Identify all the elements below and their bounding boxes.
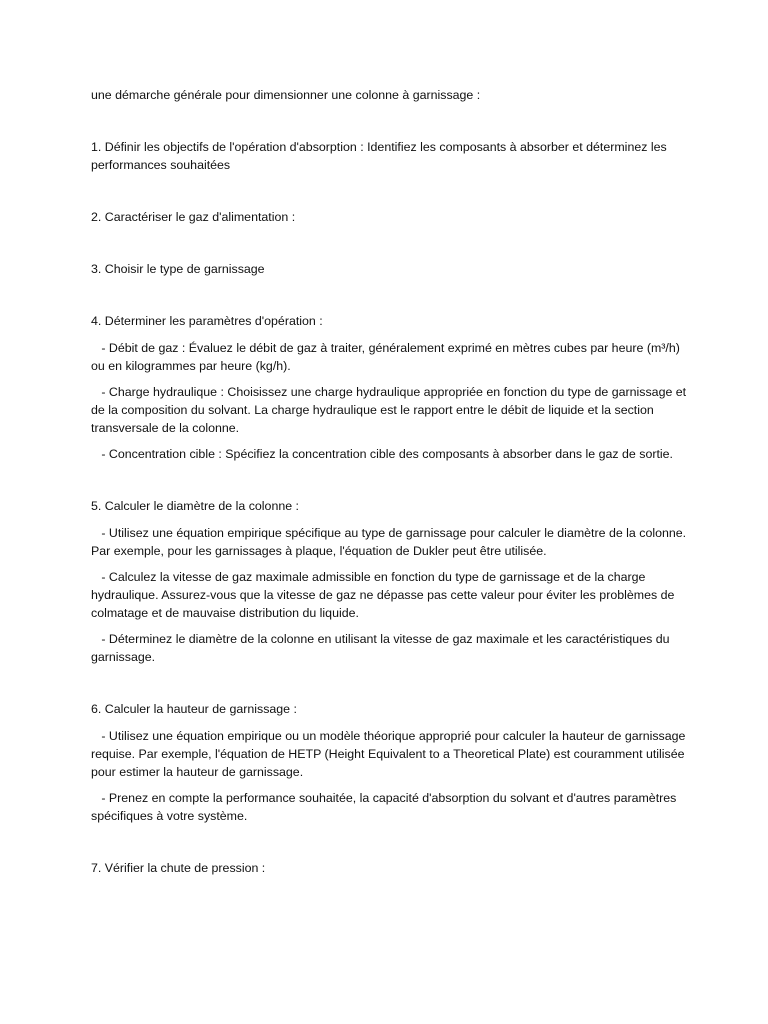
step-4	[91, 312, 691, 463]
step-6	[91, 700, 691, 825]
step-7	[91, 859, 691, 877]
step-item: - Concentration cible : Spécifiez la concentration cible des composants à absorber dans le gaz de sortie.	[91, 447, 673, 461]
intro-text: une démarche générale pour dimensionner une colonne à garnissage :	[91, 88, 481, 102]
step-title: 5. Calculer le diamètre de la colonne :	[91, 499, 300, 513]
step-5	[91, 497, 691, 666]
step-item: - Charge hydraulique : Choisissez une charge hydraulique appropriée en fonction du type de garnissage et de la composition du solvant. La charge hydraulique est le rapport entre le débit de liquide et la section transversale de la colonne.	[91, 385, 687, 435]
step-item: - Débit de gaz : Évaluez le débit de gaz à traiter, généralement exprimé en mètres cubes par heure (m³/h) ou en kilogrammes par heure (kg/h).	[91, 341, 680, 373]
step-item: - Utilisez une équation empirique spécifique au type de garnissage pour calculer le diamètre de la colonne. Par exemple, pour les garnissages à plaque, l'équation de Dukler peut être utilisée.	[91, 526, 687, 558]
step-title: 4. Déterminer les paramètres d'opération :	[91, 314, 323, 328]
step-title: 3. Choisir le type de garnissage	[91, 262, 265, 276]
step-item: - Déterminez le diamètre de la colonne en utilisant la vitesse de gaz maximale et les caractéristiques du garnissage.	[91, 632, 670, 664]
step-item: - Calculez la vitesse de gaz maximale admissible en fonction du type de garnissage et de la charge hydraulique. Assurez-vous que la vitesse de gaz ne dépasse pas cette valeur pour éviter les problèmes de colmatage et de mauvaise distribution du liquide.	[91, 570, 675, 620]
step-3	[91, 260, 691, 278]
document-page	[91, 86, 691, 911]
step-title: 6. Calculer la hauteur de garnissage :	[91, 702, 297, 716]
step-item: - Prenez en compte la performance souhaitée, la capacité d'absorption du solvant et d'autres paramètres spécifiques à votre système.	[91, 791, 677, 823]
step-title: 1. Définir les objectifs de l'opération d'absorption : Identifiez les composants à absorber et déterminez les performances souhaitées	[91, 140, 667, 172]
step-title: 2. Caractériser le gaz d'alimentation :	[91, 210, 296, 224]
step-1	[91, 138, 691, 174]
step-item: - Utilisez une équation empirique ou un modèle théorique approprié pour calculer la hauteur de garnissage requise. Par exemple, l'équation de HETP (Height Equivalent to a Theoretical Plate) est couramment utilisée pour estimer la hauteur de garnissage.	[91, 729, 686, 779]
step-2	[91, 208, 691, 226]
step-title: 7. Vérifier la chute de pression :	[91, 861, 266, 875]
